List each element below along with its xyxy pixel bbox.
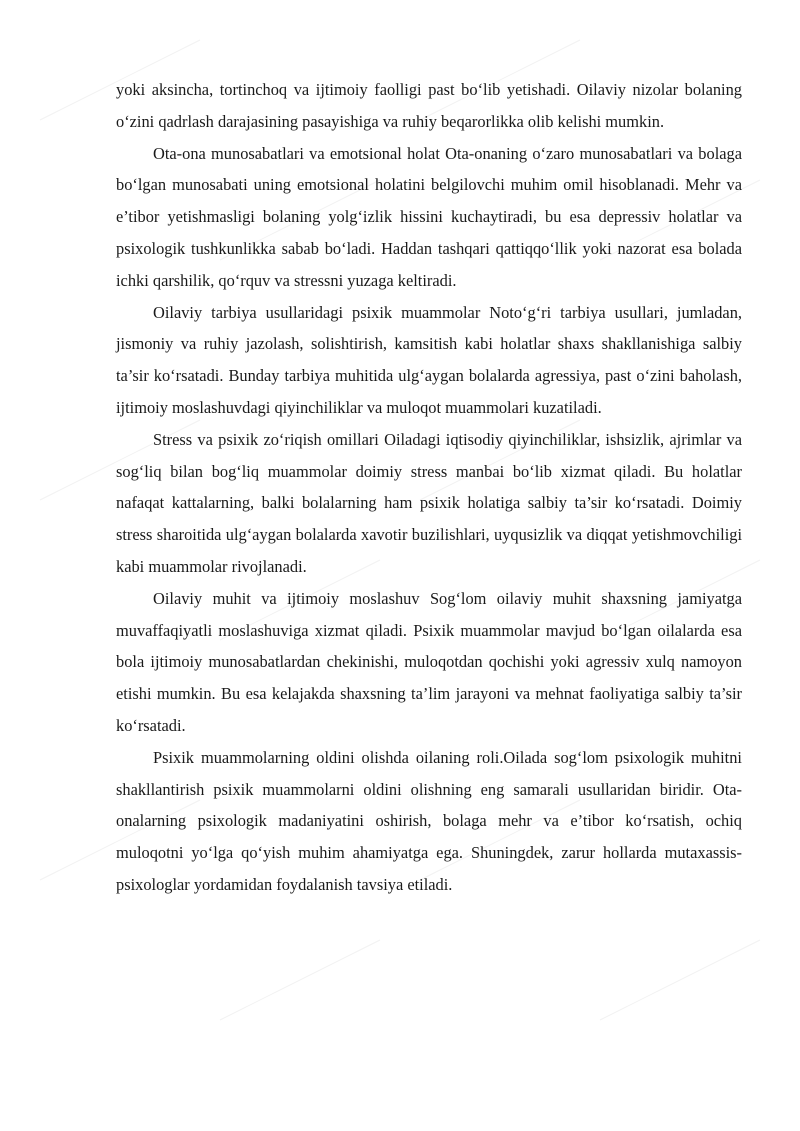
paragraph-parent-relations: Ota-ona munosabatlari va emotsional holat Ota-onaning o‘zaro munosabatlari va bolaga bo‘lgan munosabati uning emotsional holatini belgilovchi muhim omil hisoblanadi. Mehr va e’tibor yetishmasligi bolaning yolg‘izlik hissini kuchaytiradi, bu esa depressiv holatlar va psixologik tushkunlikka sabab bo‘ladi. Haddan tashqari qattiqqo‘llik yoki nazorat esa bolada ichki qarshilik, qo‘rquv va stressni yuzaga keltiradi. xyxy=(116,143,742,290)
document-body xyxy=(116,74,742,901)
paragraph-social-adaptation: Oilaviy muhit va ijtimoiy moslashuv Sog‘lom oilaviy muhit shaxsning jamiyatga muvaffaqiyatli moslashuviga xizmat qiladi. Psixik muammolar mavjud bo‘lgan oilalarda esa bola ijtimoiy munosabatlardan chekinishi, muloqotdan qochishi yoki agressiv xulq namoyon etishi mumkin. Bu esa kelajakda shaxsning ta’lim jarayoni va mehnat faoliyatiga salbiy ta’sir ko‘rsatadi. xyxy=(116,588,742,735)
paragraph-continuation: yoki aksincha, tortinchoq va ijtimoiy faolligi past bo‘lib yetishadi. Oilaviy nizolar bolaning o‘zini qadrlash darajasining pasayishiga va ruhiy beqarorlikka olib kelishi mumkin. xyxy=(116,80,742,131)
paragraph-family-role: Psixik muammolarning oldini olishda oilaning roli.Oilada sog‘lom psixologik muhitni shakllantirish psixik muammolarni oldini olishning eng samarali usullaridan biridir. Ota-onalarning psixologik madaniyatini oshirish, bolaga mehr va e’tibor ko‘rsatish, ochiq muloqotni yo‘lga qo‘yish muhim ahamiyatga ega. Shuningdek, zarur hollarda mutaxassis-psixologlar yordamidan foydalanish tavsiya etiladi. xyxy=(116,747,742,894)
paragraph-stress-factors: Stress va psixik zo‘riqish omillari Oiladagi iqtisodiy qiyinchiliklar, ishsizlik, ajrimlar va sog‘liq bilan bog‘liq muammolar doimiy stress manbai bo‘lib xizmat qiladi. Bu holatlar nafaqat kattalarning, balki bolalarning ham psixik holatiga salbiy ta’sir ko‘rsatadi. Doimiy stress sharoitida ulg‘aygan bolalarda xavotir buzilishlari, uyqusizlik va diqqat yetishmovchiligi kabi muammolar rivojlanadi. xyxy=(116,429,742,576)
paragraph-upbringing-methods: Oilaviy tarbiya usullaridagi psixik muammolar Noto‘g‘ri tarbiya usullari, jumladan, jismoniy va ruhiy jazolash, solishtirish, kamsitish kabi holatlar shaxs shakllanishiga salbiy ta’sir ko‘rsatadi. Bunday tarbiya muhitida ulg‘aygan bolalarda agressiya, past o‘zini baholash, ijtimoiy moslashuvdagi qiyinchiliklar va muloqot muammolari kuzatiladi. xyxy=(116,302,742,417)
